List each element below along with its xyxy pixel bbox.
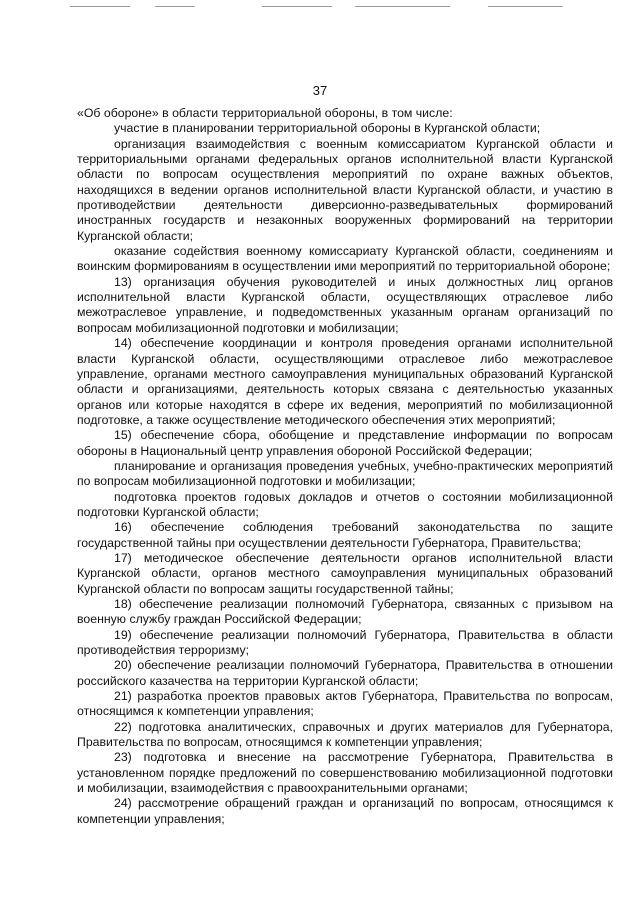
document-paragraph: подготовка проектов годовых докладов и отчетов о состоянии мобилизационной подготовки Курганской области; xyxy=(77,489,613,519)
document-paragraph: 21) разработка проектов правовых актов Губернатора, Правительства по вопросам, относящимся к компетенции управления; xyxy=(77,689,613,719)
document-paragraph: 22) подготовка аналитических, справочных и других материалов для Губернатора, Правительства по вопросам, относящимся к компетенции управления; xyxy=(77,719,613,750)
document-paragraph: 18) обеспечение реализации полномочий Губернатора, связанных с призывом на военную службу граждан Российской Федерации; xyxy=(77,597,613,627)
document-paragraph: 17) методическое обеспечение деятельности органов исполнительной власти Курганской области, органов местного самоуправления муниципальных образований Курганской области по вопросам защиты государственной тайны; xyxy=(77,550,613,596)
document-paragraph: 24) рассмотрение обращений граждан и организаций по вопросам, относящимся к компетенции управления; xyxy=(77,796,613,826)
page-number: 37 xyxy=(312,83,328,98)
document-paragraph: 23) подготовка и внесение на рассмотрение Губернатора, Правительства в установленном порядке предложений по совершенствованию мобилизационной подготовки и мобилизации, взаимодействия с правоохранительными органами; xyxy=(77,750,613,796)
document-paragraph: 15) обеспечение сбора, обобщение и представление информации по вопросам обороны в Национальный центр управления обороной Российской Федерации; xyxy=(77,428,613,458)
document-paragraph: 13) организация обучения руководителей и иных должностных лиц органов исполнительной власти Курганской области, осуществляющих отраслевое либо межотраслевое управление, и подведомственных указанным органам организаций по вопросам мобилизационной подготовки и мобилизации; xyxy=(77,274,613,335)
document-paragraph: 14) обеспечение координации и контроля проведения органами исполнительной власти Курганской области, осуществляющими отраслевое либо межотраслевое управление, органами местного самоуправления муниципальных образований Курганской области и организациями, деятельность которых связана с деятельностью указанных органов или которые находятся в сфере их ведения, мероприятий по мобилизационной подготовке, а также осуществление методического обеспечения этих мероприятий; xyxy=(77,336,613,427)
document-paragraph: организация взаимодействия с военным комиссариатом Курганской области и территориальными органами федеральных органов исполнительной власти Курганской области по вопросам осуществления мероприятий по охране важных объектов, находящихся в ведении органов исполнительной власти Курганской области, и участию в противодействии деятельности диверсионно-разведывательных формирований иностранных государств и незаконных вооруженных формирований на территории Курганской области; xyxy=(77,136,613,243)
document-paragraph: «Об обороне» в области территориальной обороны, в том числе: xyxy=(77,106,453,120)
document-paragraph: 20) обеспечение реализации полномочий Губернатора, Правительства в отношении российского казачества на территории Курганской области; xyxy=(77,658,613,688)
document-paragraph: 16) обеспечение соблюдения требований законодательства по защите государственной тайны при осуществлении деятельности Губернатора, Правительства; xyxy=(77,520,613,550)
document-paragraph: планирование и организация проведения учебных, учебно-практических мероприятий по вопросам мобилизационной подготовки и мобилизации; xyxy=(77,458,613,489)
document-paragraph: оказание содействия военному комиссариату Курганской области, соединениям и воинским формированиям в осуществлении ими мероприятий по территориальной обороне; xyxy=(77,244,613,274)
document-body xyxy=(77,106,613,827)
scan-edge-artifact xyxy=(0,0,640,14)
document-paragraph: 19) обеспечение реализации полномочий Губернатора, Правительства в области противодействия терроризму; xyxy=(77,627,613,658)
document-paragraph: участие в планировании территориальной обороны в Курганской области; xyxy=(114,121,541,136)
